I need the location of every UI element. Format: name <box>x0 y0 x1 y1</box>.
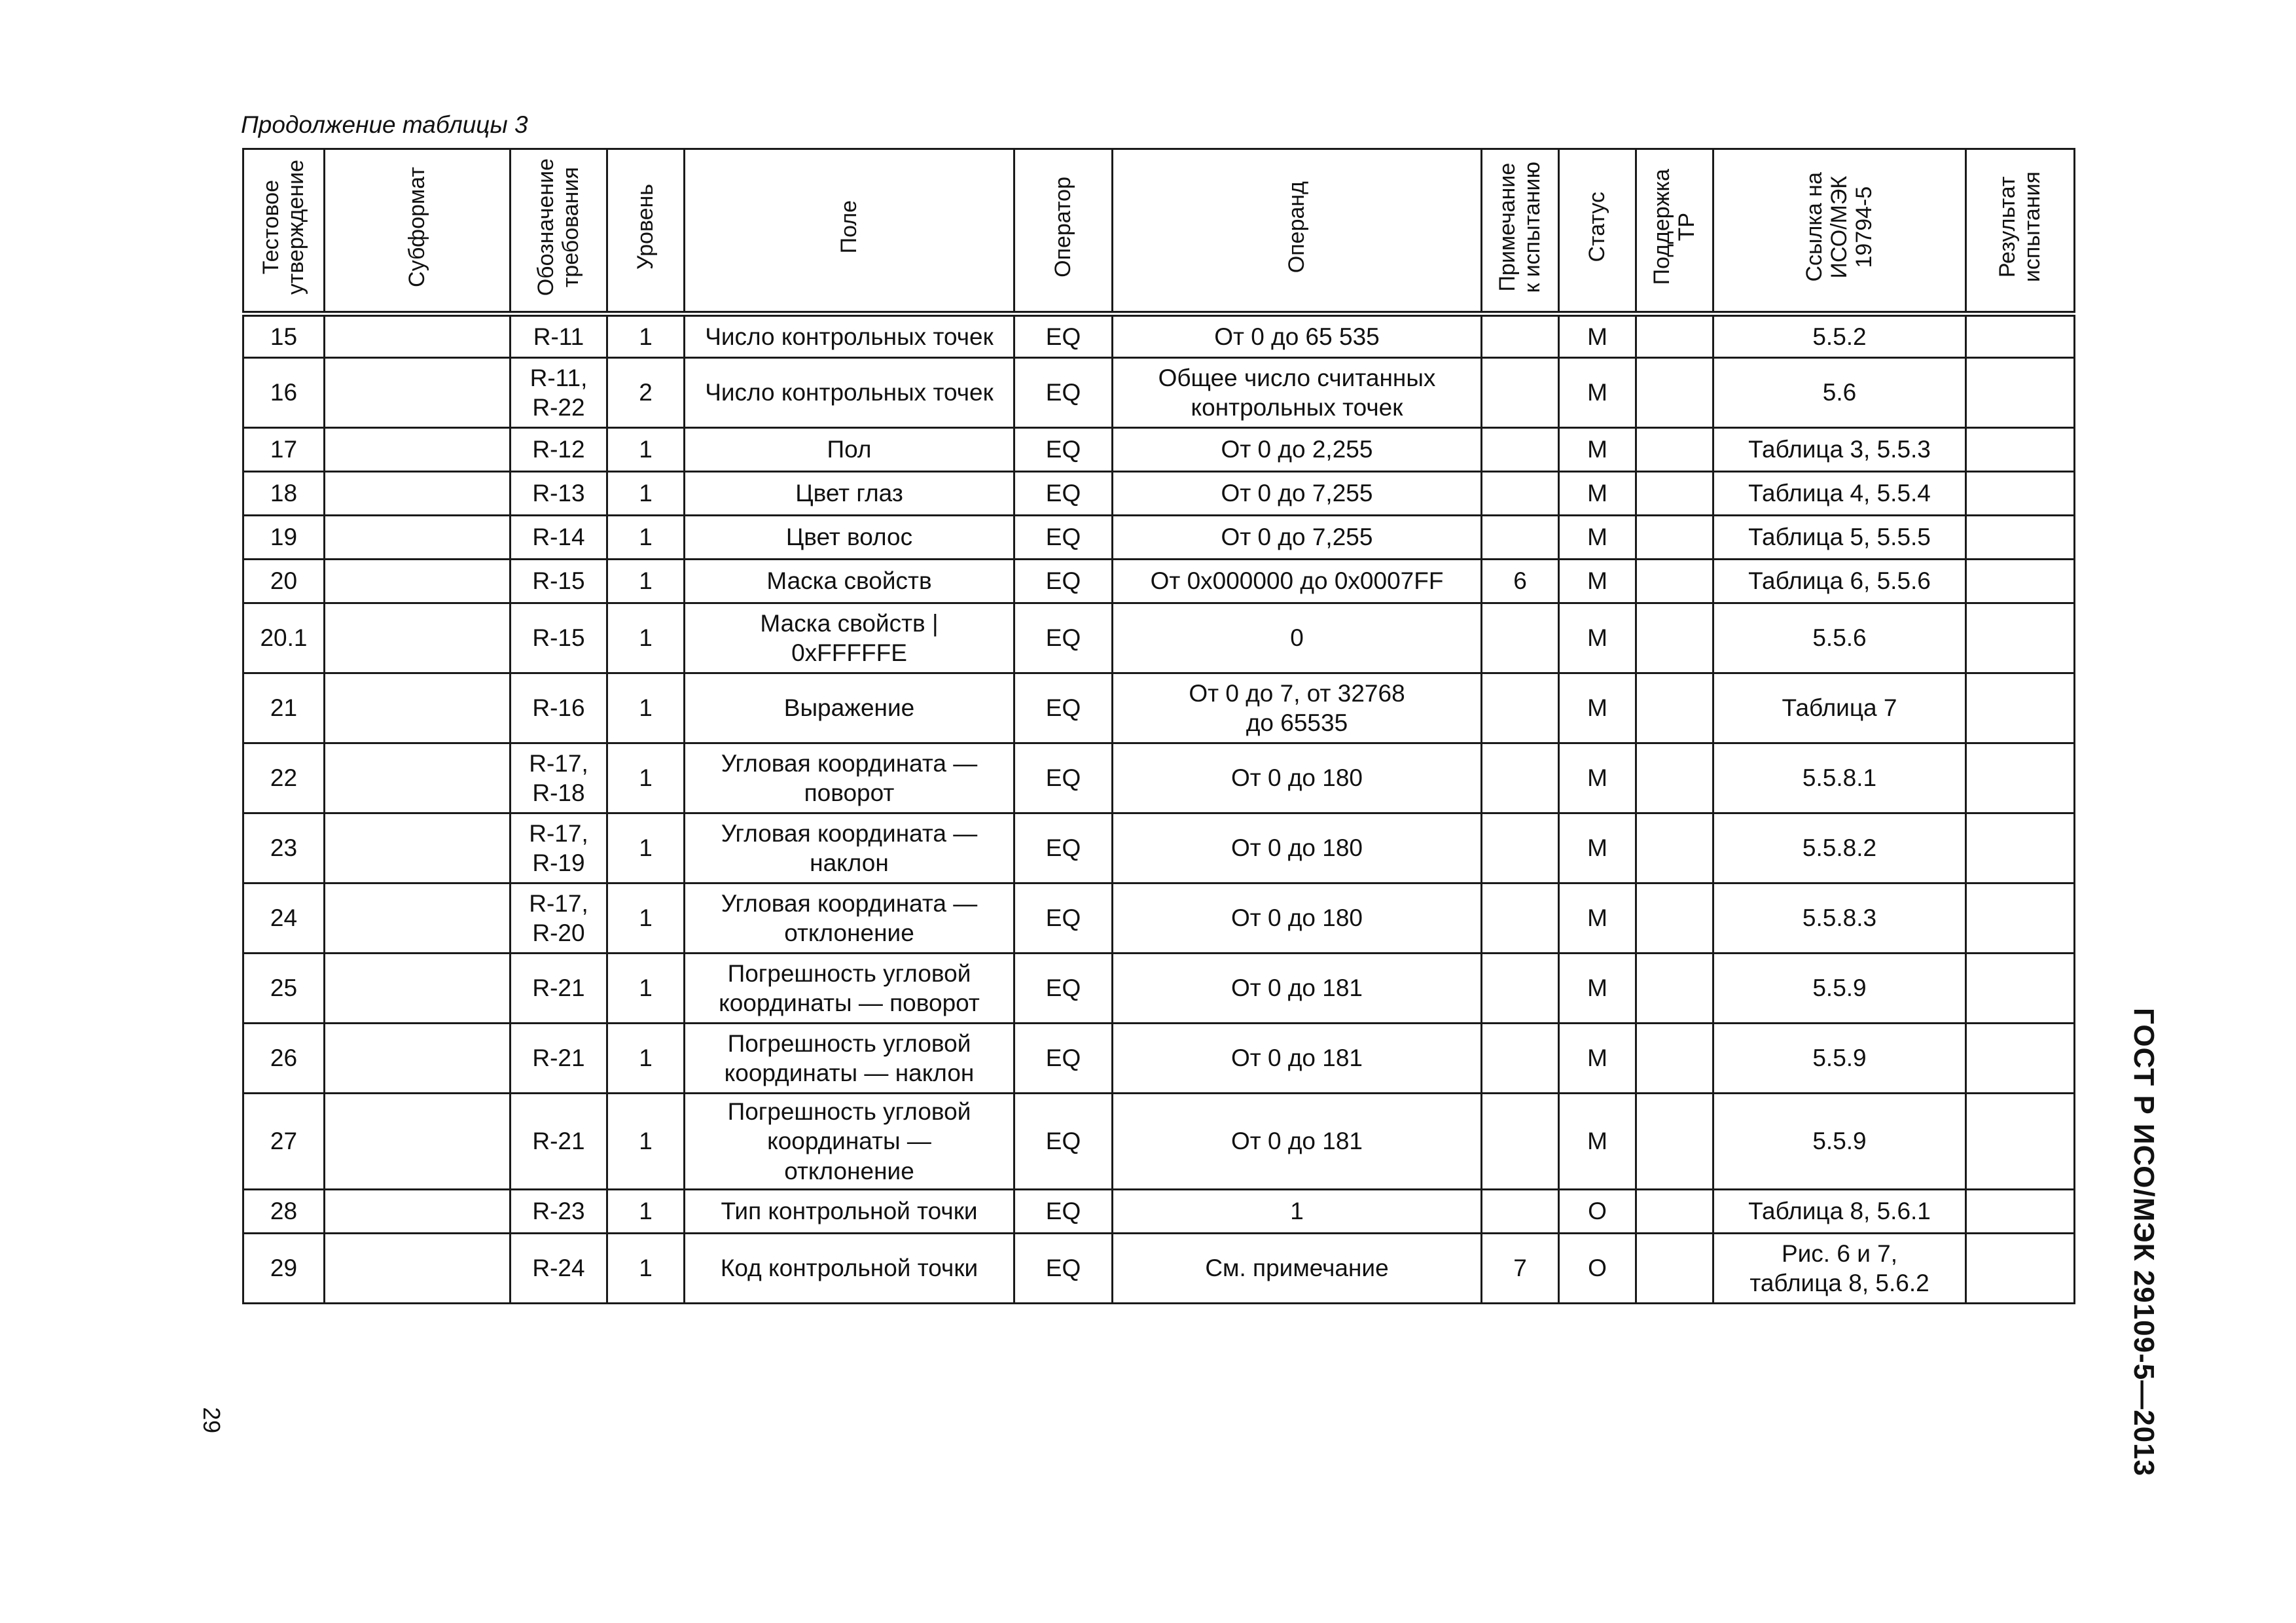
test-result-cell <box>1966 358 2075 428</box>
operand-cell: От 0 до 180 <box>1113 883 1482 954</box>
test-result-cell <box>1966 314 2075 358</box>
status-cell: M <box>1559 516 1636 560</box>
field-cell: Угловая координата — наклон <box>685 813 1014 883</box>
table-row <box>243 813 2075 883</box>
table-row <box>243 954 2075 1024</box>
level-cell: 1 <box>607 813 685 883</box>
operator-cell: EQ <box>1014 743 1113 813</box>
field-cell: Маска свойств | 0xFFFFFE <box>685 603 1014 673</box>
assertion-id-cell: 23 <box>243 813 325 883</box>
header-cell: Поле <box>685 149 1014 314</box>
subformat-cell <box>325 883 511 954</box>
status-cell: M <box>1559 1024 1636 1094</box>
requirement-cell: R-17, R-20 <box>511 883 607 954</box>
status-cell: M <box>1559 1094 1636 1190</box>
tp-support-cell <box>1636 673 1713 743</box>
tp-support-cell <box>1636 560 1713 603</box>
subformat-cell <box>325 516 511 560</box>
requirement-cell: R-21 <box>511 1024 607 1094</box>
tp-support-cell <box>1636 358 1713 428</box>
table-row <box>243 560 2075 603</box>
test-note-cell <box>1482 1094 1559 1190</box>
test-note-cell <box>1482 1024 1559 1094</box>
status-cell: M <box>1559 560 1636 603</box>
assertion-id-cell: 16 <box>243 358 325 428</box>
tp-support-cell <box>1636 813 1713 883</box>
header-cell: Результат испытания <box>1966 149 2075 314</box>
subformat-cell <box>325 813 511 883</box>
field-cell: Погрешность угловой координаты — наклон <box>685 1024 1014 1094</box>
requirement-cell: R-23 <box>511 1190 607 1234</box>
assertion-id-cell: 21 <box>243 673 325 743</box>
reference-cell: 5.5.8.2 <box>1713 813 1966 883</box>
subformat-cell <box>325 743 511 813</box>
requirement-cell: R-15 <box>511 603 607 673</box>
table-header-row <box>243 149 2075 314</box>
test-note-cell <box>1482 603 1559 673</box>
requirement-cell: R-17, R-19 <box>511 813 607 883</box>
level-cell: 1 <box>607 954 685 1024</box>
test-assertions-table <box>242 148 2075 1304</box>
test-result-cell <box>1966 1234 2075 1304</box>
field-cell: Угловая координата — поворот <box>685 743 1014 813</box>
header-cell: Примечание к испытанию <box>1482 149 1559 314</box>
operator-cell: EQ <box>1014 673 1113 743</box>
test-result-cell <box>1966 673 2075 743</box>
test-result-cell <box>1966 560 2075 603</box>
tp-support-cell <box>1636 1234 1713 1304</box>
field-cell: Угловая координата — отклонение <box>685 883 1014 954</box>
table-row <box>243 1234 2075 1304</box>
header-cell: Статус <box>1559 149 1636 314</box>
header-cell: Ссылка на ИСО/МЭК 19794-5 <box>1713 149 1966 314</box>
operator-cell: EQ <box>1014 954 1113 1024</box>
reference-cell: 5.5.8.3 <box>1713 883 1966 954</box>
requirement-cell: R-13 <box>511 472 607 516</box>
operand-cell: Общее число считанных контрольных точек <box>1113 358 1482 428</box>
header-cell: Обозначение требования <box>511 149 607 314</box>
reference-cell: 5.5.8.1 <box>1713 743 1966 813</box>
table-row <box>243 358 2075 428</box>
reference-cell: 5.5.9 <box>1713 1094 1966 1190</box>
reference-cell: 5.5.6 <box>1713 603 1966 673</box>
assertion-id-cell: 20.1 <box>243 603 325 673</box>
test-result-cell <box>1966 883 2075 954</box>
level-cell: 1 <box>607 1024 685 1094</box>
operand-cell: 0 <box>1113 603 1482 673</box>
field-cell: Число контрольных точек <box>685 314 1014 358</box>
tp-support-cell <box>1636 314 1713 358</box>
reference-cell: 5.5.9 <box>1713 954 1966 1024</box>
operand-cell: От 0 до 2,255 <box>1113 428 1482 472</box>
reference-cell: Рис. 6 и 7, таблица 8, 5.6.2 <box>1713 1234 1966 1304</box>
table-row <box>243 603 2075 673</box>
test-note-cell <box>1482 673 1559 743</box>
assertion-id-cell: 19 <box>243 516 325 560</box>
tp-support-cell <box>1636 1094 1713 1190</box>
reference-cell: Таблица 8, 5.6.1 <box>1713 1190 1966 1234</box>
level-cell: 1 <box>607 314 685 358</box>
operator-cell: EQ <box>1014 560 1113 603</box>
status-cell: M <box>1559 314 1636 358</box>
tp-support-cell <box>1636 428 1713 472</box>
assertion-id-cell: 20 <box>243 560 325 603</box>
assertion-id-cell: 18 <box>243 472 325 516</box>
tp-support-cell <box>1636 516 1713 560</box>
test-note-cell <box>1482 743 1559 813</box>
status-cell: O <box>1559 1234 1636 1304</box>
operator-cell: EQ <box>1014 358 1113 428</box>
test-result-cell <box>1966 1094 2075 1190</box>
level-cell: 1 <box>607 516 685 560</box>
reference-cell: Таблица 4, 5.5.4 <box>1713 472 1966 516</box>
operator-cell: EQ <box>1014 1234 1113 1304</box>
table-caption: Продолжение таблицы 3 <box>241 111 528 138</box>
field-cell: Тип контрольной точки <box>685 1190 1014 1234</box>
status-cell: M <box>1559 883 1636 954</box>
operator-cell: EQ <box>1014 883 1113 954</box>
requirement-cell: R-21 <box>511 1094 607 1190</box>
test-result-cell <box>1966 603 2075 673</box>
reference-cell: 5.5.9 <box>1713 1024 1966 1094</box>
assertion-id-cell: 22 <box>243 743 325 813</box>
field-cell: Погрешность угловой координаты — поворот <box>685 954 1014 1024</box>
field-cell: Код контрольной точки <box>685 1234 1014 1304</box>
assertion-id-cell: 27 <box>243 1094 325 1190</box>
tp-support-cell <box>1636 1190 1713 1234</box>
tp-support-cell <box>1636 883 1713 954</box>
test-result-cell <box>1966 813 2075 883</box>
level-cell: 1 <box>607 472 685 516</box>
table-row <box>243 743 2075 813</box>
subformat-cell <box>325 1094 511 1190</box>
subformat-cell <box>325 1234 511 1304</box>
level-cell: 1 <box>607 1190 685 1234</box>
subformat-cell <box>325 954 511 1024</box>
field-cell: Число контрольных точек <box>685 358 1014 428</box>
level-cell: 1 <box>607 1094 685 1190</box>
assertion-id-cell: 26 <box>243 1024 325 1094</box>
level-cell: 1 <box>607 883 685 954</box>
reference-cell: Таблица 5, 5.5.5 <box>1713 516 1966 560</box>
operator-cell: EQ <box>1014 516 1113 560</box>
requirement-cell: R-14 <box>511 516 607 560</box>
test-note-cell <box>1482 883 1559 954</box>
operand-cell: От 0 до 7,255 <box>1113 516 1482 560</box>
test-note-cell <box>1482 954 1559 1024</box>
test-result-cell <box>1966 1024 2075 1094</box>
test-result-cell <box>1966 1190 2075 1234</box>
requirement-cell: R-16 <box>511 673 607 743</box>
operator-cell: EQ <box>1014 813 1113 883</box>
operand-cell: От 0x000000 до 0x0007FF <box>1113 560 1482 603</box>
status-cell: M <box>1559 813 1636 883</box>
reference-cell: Таблица 6, 5.5.6 <box>1713 560 1966 603</box>
subformat-cell <box>325 1024 511 1094</box>
test-note-cell <box>1482 358 1559 428</box>
operand-cell: См. примечание <box>1113 1234 1482 1304</box>
assertion-id-cell: 29 <box>243 1234 325 1304</box>
operator-cell: EQ <box>1014 1094 1113 1190</box>
subformat-cell <box>325 472 511 516</box>
requirement-cell: R-11 <box>511 314 607 358</box>
requirement-cell: R-21 <box>511 954 607 1024</box>
operand-cell: От 0 до 7,255 <box>1113 472 1482 516</box>
tp-support-cell <box>1636 954 1713 1024</box>
test-result-cell <box>1966 428 2075 472</box>
tp-support-cell <box>1636 1024 1713 1094</box>
test-note-cell <box>1482 1190 1559 1234</box>
operator-cell: EQ <box>1014 314 1113 358</box>
test-result-cell <box>1966 472 2075 516</box>
field-cell: Погрешность угловой координаты — отклонение <box>685 1094 1014 1190</box>
reference-cell: 5.6 <box>1713 358 1966 428</box>
status-cell: M <box>1559 954 1636 1024</box>
level-cell: 1 <box>607 1234 685 1304</box>
subformat-cell <box>325 358 511 428</box>
subformat-cell <box>325 603 511 673</box>
header-cell: Поддержка ТР <box>1636 149 1713 314</box>
header-cell: Уровень <box>607 149 685 314</box>
operand-cell: От 0 до 181 <box>1113 954 1482 1024</box>
tp-support-cell <box>1636 603 1713 673</box>
header-cell: Оператор <box>1014 149 1113 314</box>
requirement-cell: R-11, R-22 <box>511 358 607 428</box>
test-note-cell <box>1482 428 1559 472</box>
table-row <box>243 516 2075 560</box>
operator-cell: EQ <box>1014 1024 1113 1094</box>
reference-cell: 5.5.2 <box>1713 314 1966 358</box>
tp-support-cell <box>1636 743 1713 813</box>
operator-cell: EQ <box>1014 603 1113 673</box>
test-note-cell <box>1482 472 1559 516</box>
field-cell: Цвет волос <box>685 516 1014 560</box>
document-designation: ГОСТ Р ИСО/МЭК 29109-5—2013 <box>2128 1008 2160 1477</box>
level-cell: 1 <box>607 428 685 472</box>
assertion-id-cell: 24 <box>243 883 325 954</box>
level-cell: 1 <box>607 673 685 743</box>
table-row <box>243 472 2075 516</box>
status-cell: M <box>1559 428 1636 472</box>
field-cell: Выражение <box>685 673 1014 743</box>
operand-cell: От 0 до 7, от 32768 до 65535 <box>1113 673 1482 743</box>
page-number: 29 <box>198 1407 225 1434</box>
level-cell: 1 <box>607 560 685 603</box>
requirement-cell: R-12 <box>511 428 607 472</box>
operand-cell: От 0 до 65 535 <box>1113 314 1482 358</box>
table-body <box>243 314 2075 1304</box>
assertion-id-cell: 28 <box>243 1190 325 1234</box>
status-cell: M <box>1559 603 1636 673</box>
test-note-cell <box>1482 314 1559 358</box>
assertion-id-cell: 17 <box>243 428 325 472</box>
field-cell: Маска свойств <box>685 560 1014 603</box>
status-cell: M <box>1559 358 1636 428</box>
subformat-cell <box>325 673 511 743</box>
status-cell: M <box>1559 673 1636 743</box>
test-note-cell <box>1482 813 1559 883</box>
field-cell: Цвет глаз <box>685 472 1014 516</box>
level-cell: 1 <box>607 603 685 673</box>
subformat-cell <box>325 314 511 358</box>
table-row <box>243 314 2075 358</box>
test-result-cell <box>1966 954 2075 1024</box>
requirement-cell: R-17, R-18 <box>511 743 607 813</box>
test-note-cell: 7 <box>1482 1234 1559 1304</box>
subformat-cell <box>325 1190 511 1234</box>
table-row <box>243 1190 2075 1234</box>
table-row <box>243 673 2075 743</box>
requirement-cell: R-24 <box>511 1234 607 1304</box>
header-cell: Тестовое утверждение <box>243 149 325 314</box>
operand-cell: От 0 до 181 <box>1113 1094 1482 1190</box>
table-row <box>243 883 2075 954</box>
field-cell: Пол <box>685 428 1014 472</box>
operand-cell: 1 <box>1113 1190 1482 1234</box>
operator-cell: EQ <box>1014 1190 1113 1234</box>
table-row <box>243 1094 2075 1190</box>
test-note-cell <box>1482 516 1559 560</box>
assertion-id-cell: 15 <box>243 314 325 358</box>
operand-cell: От 0 до 180 <box>1113 743 1482 813</box>
operand-cell: От 0 до 180 <box>1113 813 1482 883</box>
reference-cell: Таблица 3, 5.5.3 <box>1713 428 1966 472</box>
header-cell: Операнд <box>1113 149 1482 314</box>
table-row <box>243 1024 2075 1094</box>
reference-cell: Таблица 7 <box>1713 673 1966 743</box>
header-cell: Субформат <box>325 149 511 314</box>
status-cell: M <box>1559 472 1636 516</box>
status-cell: O <box>1559 1190 1636 1234</box>
assertion-id-cell: 25 <box>243 954 325 1024</box>
requirement-cell: R-15 <box>511 560 607 603</box>
level-cell: 1 <box>607 743 685 813</box>
table-row <box>243 428 2075 472</box>
tp-support-cell <box>1636 472 1713 516</box>
test-result-cell <box>1966 743 2075 813</box>
operator-cell: EQ <box>1014 472 1113 516</box>
operator-cell: EQ <box>1014 428 1113 472</box>
level-cell: 2 <box>607 358 685 428</box>
subformat-cell <box>325 560 511 603</box>
status-cell: M <box>1559 743 1636 813</box>
test-note-cell: 6 <box>1482 560 1559 603</box>
subformat-cell <box>325 428 511 472</box>
operand-cell: От 0 до 181 <box>1113 1024 1482 1094</box>
test-result-cell <box>1966 516 2075 560</box>
